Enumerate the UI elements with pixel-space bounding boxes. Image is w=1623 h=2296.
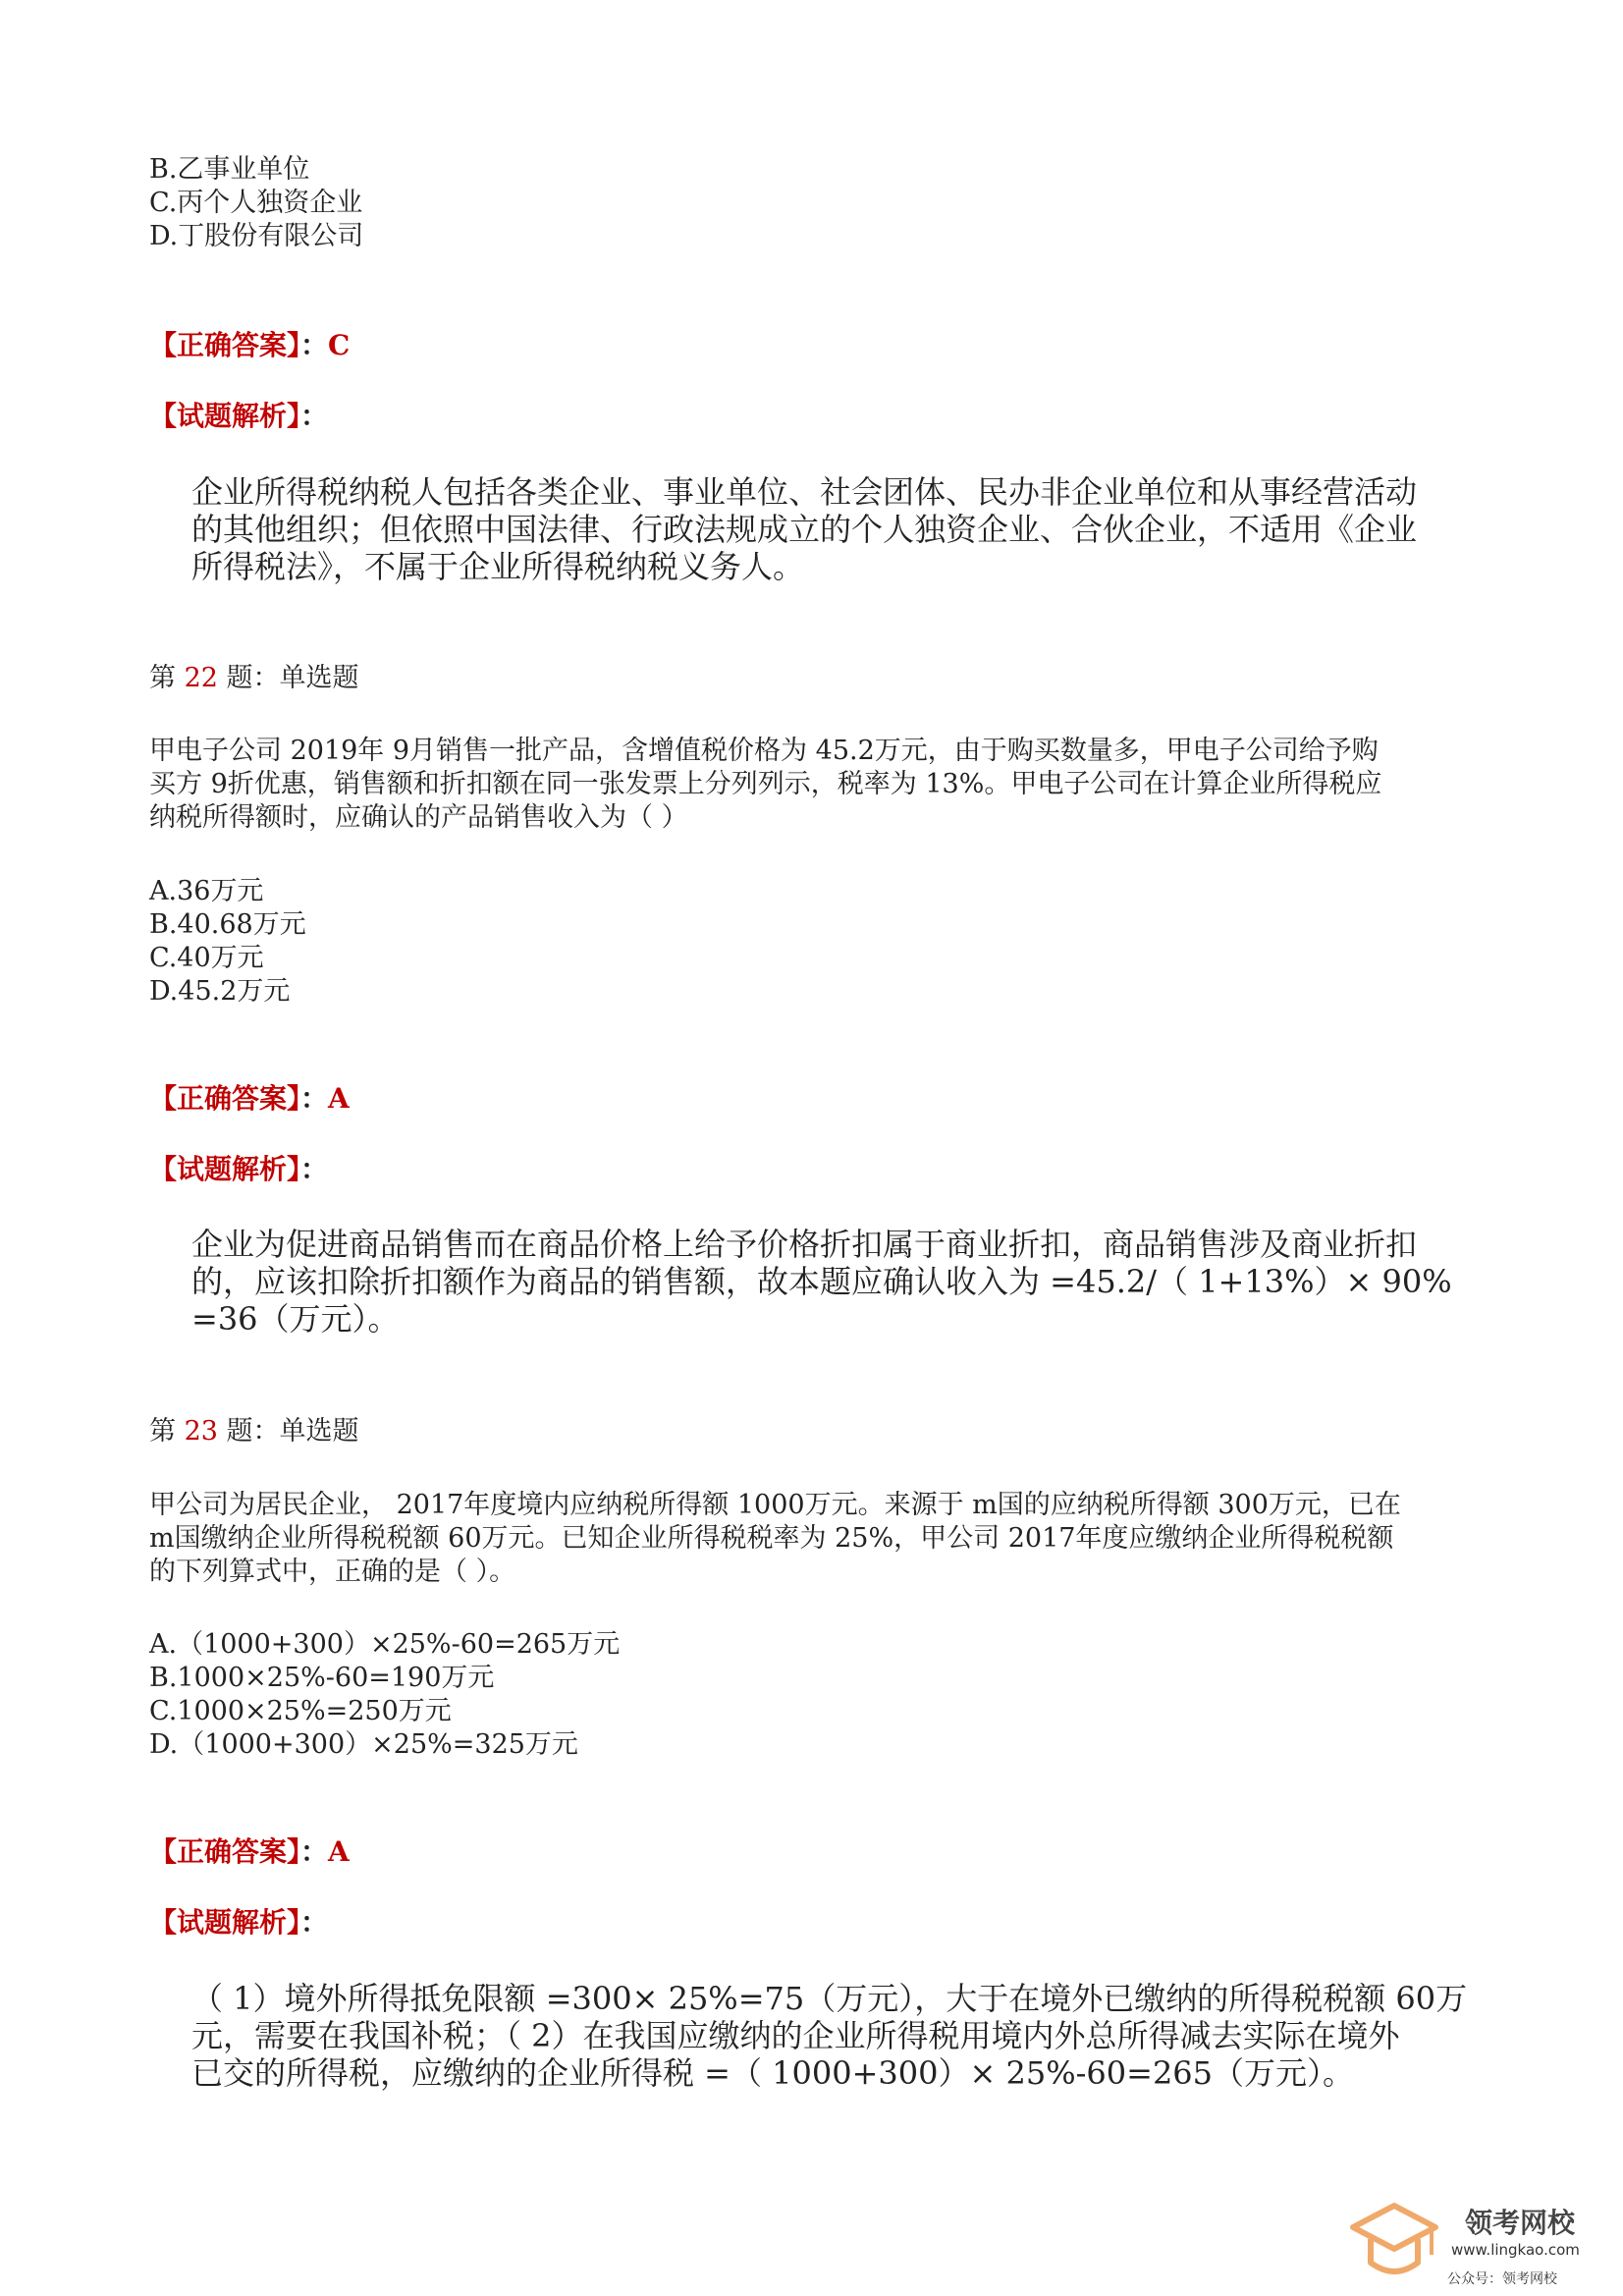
analysis-label: 【试题解析】 [149, 1153, 301, 1185]
analysis-heading [149, 395, 328, 434]
answer-colon: ： [300, 329, 329, 361]
option-a: A.36万元 [149, 876, 264, 906]
analysis-line: 企业所得税纳税人包括各类企业、事业单位、社会团体、民办非企业单位和从事经营活动 [191, 473, 1418, 511]
option-a: A.（1000+300）×25%-60=265万元 [149, 1629, 621, 1660]
analysis-colon: ： [300, 1906, 329, 1939]
question-number: 22 [184, 663, 218, 693]
answer-label: 【正确答案】 [149, 1082, 301, 1115]
answer-label: 【正确答案】 [149, 329, 301, 361]
analysis-colon: ： [300, 400, 329, 432]
analysis-line: 的其他组织；但依照中国法律、行政法规成立的个人独资企业、合伙企业，不适用《企业 [191, 511, 1418, 548]
question-prefix: 第 [149, 1416, 185, 1447]
graduation-cap-icon [1345, 2198, 1443, 2286]
correct-answer [149, 1831, 350, 1870]
question-type: 题：单选题 [217, 1416, 359, 1447]
correct-answer [149, 324, 350, 363]
analysis-line: 已交的所得税，应缴纳的企业所得税 =（ 1000+300）× 25%-60=265（万元）。 [191, 2054, 1355, 2092]
wechat-account: 公众号：领考网校 [1447, 2271, 1557, 2287]
analysis-line: （ 1）境外所得抵免限额 =300× 25%=75（万元），大于在境外已缴纳的所得税税额 60万 [191, 1980, 1468, 2017]
option-c: C.1000×25%=250万元 [149, 1696, 452, 1726]
option-d: D.45.2万元 [149, 976, 291, 1007]
analysis-line: 企业为促进商品销售而在商品价格上给予价格折扣属于商业折扣，商品销售涉及商业折扣 [191, 1226, 1418, 1263]
question-prefix: 第 [149, 663, 185, 693]
question-stem-line: 甲公司为居民企业， 2017年度境内应纳税所得额 1000万元。来源于 m国的应纳税所得额 300万元，已在 [149, 1490, 1401, 1520]
answer-label: 【正确答案】 [149, 1835, 301, 1868]
question-type: 题：单选题 [217, 663, 359, 693]
question-heading [149, 1409, 359, 1448]
logo-name: 领考网校 [1465, 2207, 1576, 2239]
analysis-line: =36（万元）。 [191, 1300, 400, 1338]
option-d: D.（1000+300）×25%=325万元 [149, 1729, 578, 1760]
option-d: D.丁股份有限公司 [149, 221, 364, 251]
brand-logo [1345, 2190, 1600, 2288]
question-number: 23 [184, 1416, 218, 1447]
question-stem-line: 买方 9折优惠，销售额和折扣额在同一张发票上分列列示，税率为 13%。甲电子公司在计算企业所得税应 [149, 769, 1382, 799]
analysis-label: 【试题解析】 [149, 400, 301, 432]
question-stem-line: m国缴纳企业所得税税额 60万元。已知企业所得税税率为 25%，甲公司 2017年度应缴纳企业所得税税额 [149, 1523, 1394, 1554]
option-b: B.1000×25%-60=190万元 [149, 1663, 495, 1693]
analysis-line: 元，需要在我国补税；（ 2）在我国应缴纳的企业所得税用境内外总所得减去实际在境外 [191, 2017, 1400, 2054]
analysis-label: 【试题解析】 [149, 1906, 301, 1939]
correct-answer [149, 1077, 350, 1117]
question-stem-line: 纳税所得额时，应确认的产品销售收入为（ ） [149, 802, 688, 833]
option-c: C.40万元 [149, 943, 264, 973]
analysis-line: 所得税法》，不属于企业所得税纳税义务人。 [191, 548, 805, 585]
analysis-heading [149, 1901, 328, 1941]
question-heading [149, 656, 359, 694]
answer-colon: ： [300, 1082, 329, 1115]
answer-value: A [328, 1082, 350, 1115]
question-stem-line: 甲电子公司 2019年 9月销售一批产品，含增值税价格为 45.2万元，由于购买数量多，甲电子公司给予购 [149, 736, 1379, 766]
question-stem-line: 的下列算式中，正确的是（ ）。 [149, 1557, 516, 1587]
analysis-line: 的，应该扣除折扣额作为商品的销售额，故本题应确认收入为 =45.2/（ 1+13%）× 90% [191, 1263, 1452, 1300]
option-b: B.40.68万元 [149, 909, 306, 940]
analysis-heading [149, 1148, 328, 1187]
logo-url: www.lingkao.com [1451, 2241, 1580, 2259]
analysis-colon: ： [300, 1153, 329, 1185]
option-b: B.乙事业单位 [149, 154, 310, 185]
option-c: C.丙个人独资企业 [149, 188, 363, 218]
answer-colon: ： [300, 1835, 329, 1868]
answer-value: A [328, 1835, 350, 1868]
answer-value: C [328, 329, 351, 361]
